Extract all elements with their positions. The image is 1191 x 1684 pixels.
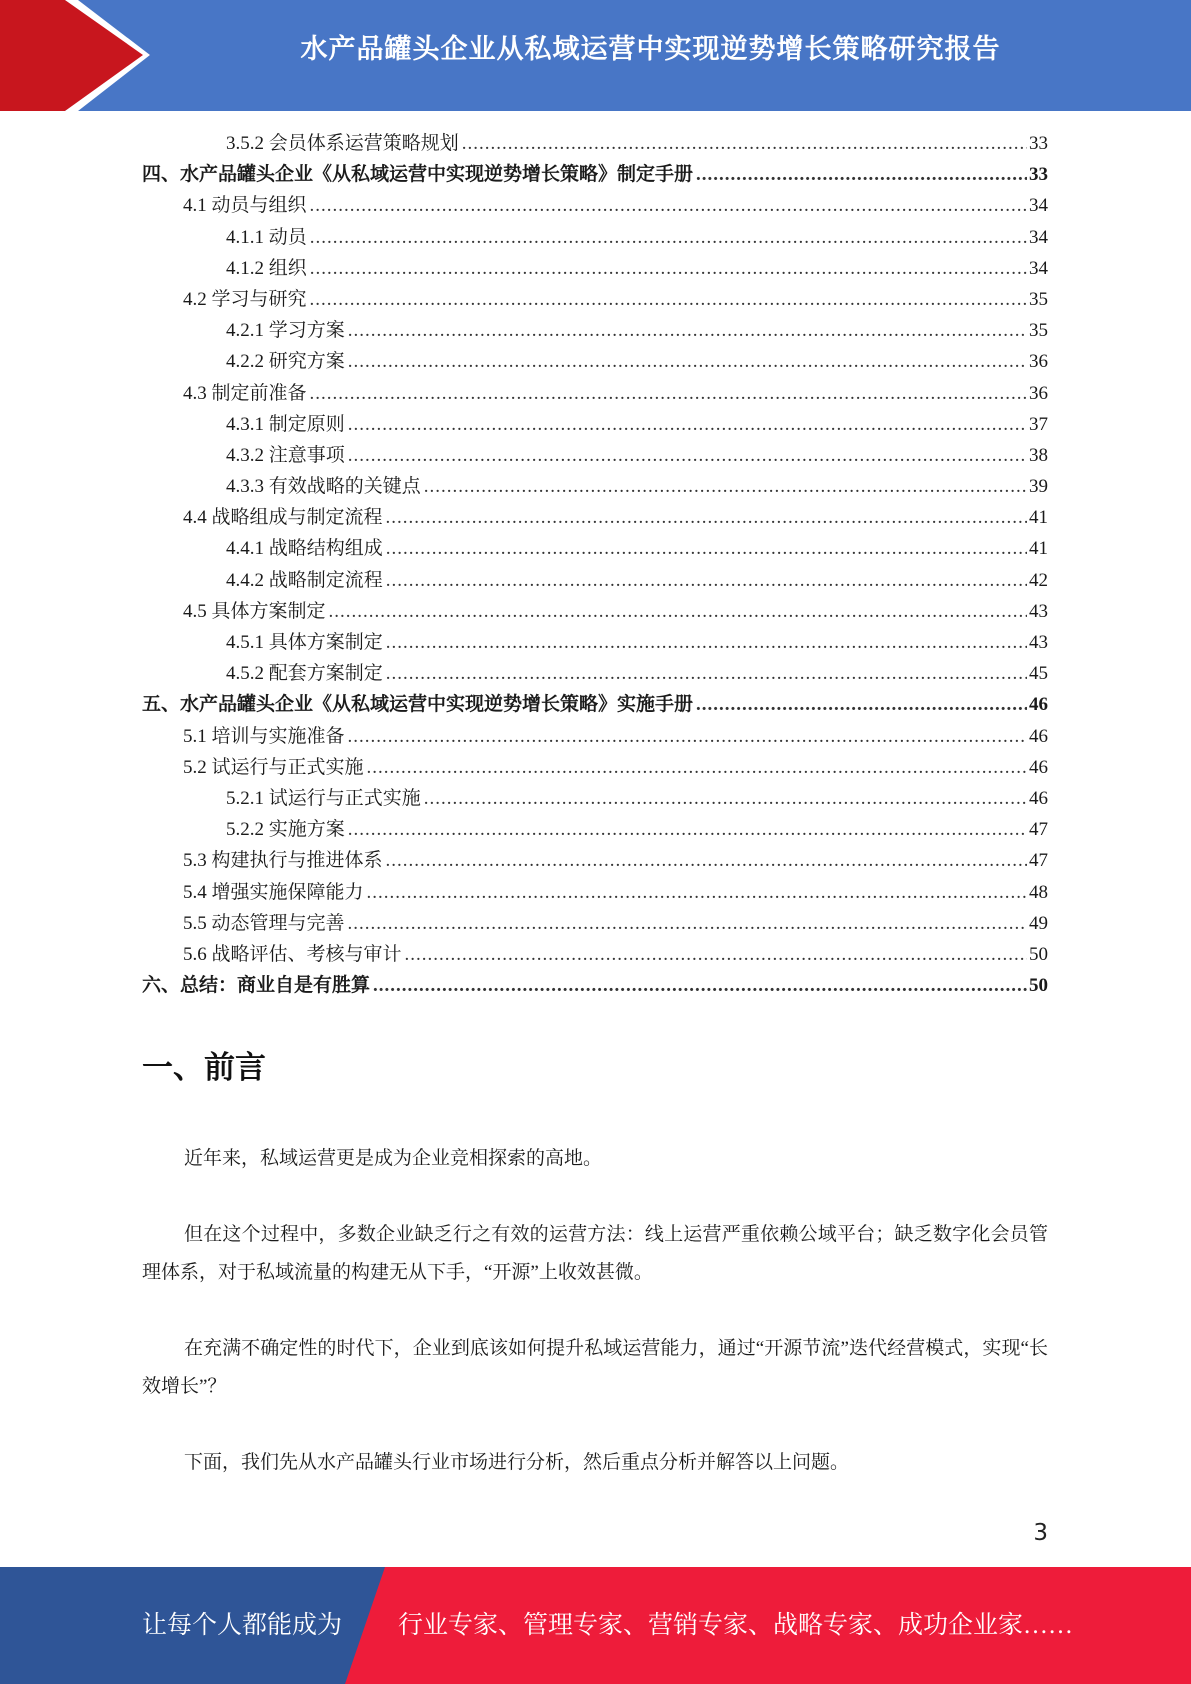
toc-entry-page: 36	[1029, 351, 1048, 373]
toc-entry[interactable]	[142, 721, 1048, 752]
toc-entry-page: 43	[1029, 600, 1048, 622]
toc-leader-dots	[386, 507, 1027, 529]
report-title: 水产品罐头企业从私域运营中实现逆势增长策略研究报告	[300, 34, 1001, 65]
footer-slogan-left: 让每个人都能成为	[142, 1612, 343, 1639]
toc-entry[interactable]	[142, 689, 1048, 720]
page-header	[0, 0, 1191, 111]
toc-leader-dots	[348, 726, 1027, 748]
toc-leader-dots	[424, 476, 1027, 498]
toc-entry-page: 36	[1029, 382, 1048, 404]
toc-entry-page: 50	[1029, 943, 1048, 965]
toc-entry[interactable]	[142, 502, 1048, 533]
toc-entry[interactable]	[142, 970, 1048, 1001]
toc-entry-page: 35	[1029, 288, 1048, 310]
toc-entry-page: 47	[1029, 850, 1048, 872]
toc-entry-page: 37	[1029, 413, 1048, 435]
paragraph-1: 近年来，私域运营更是成为企业竞相探索的高地。	[184, 1148, 603, 1169]
toc-entry[interactable]	[142, 222, 1048, 253]
toc-entry-page: 39	[1029, 476, 1048, 498]
toc-leader-dots	[386, 850, 1027, 872]
toc-entry-page: 34	[1029, 226, 1048, 248]
toc-entry-page: 34	[1029, 257, 1048, 279]
toc-leader-dots	[348, 913, 1027, 935]
toc-entry-title: 5.3 构建执行与推进体系	[183, 850, 383, 872]
toc-entry-title: 5.2.2 实施方案	[226, 819, 345, 841]
toc-entry[interactable]	[142, 128, 1048, 159]
toc-entry[interactable]	[142, 533, 1048, 564]
toc-leader-dots	[348, 414, 1027, 436]
toc-leader-dots	[329, 601, 1027, 623]
toc-entry[interactable]	[142, 315, 1048, 346]
toc-entry-page: 49	[1029, 912, 1048, 934]
toc-leader-dots	[373, 975, 1027, 997]
toc-entry[interactable]	[142, 814, 1048, 845]
toc-entry-title: 4.2 学习与研究	[183, 288, 307, 310]
toc-leader-dots	[696, 694, 1027, 716]
toc-leader-dots	[348, 445, 1027, 467]
toc-entry[interactable]	[142, 409, 1048, 440]
toc-entry-title: 4.2.1 学习方案	[226, 320, 345, 342]
toc-leader-dots	[462, 133, 1027, 155]
toc-entry-title: 4.3 制定前准备	[183, 382, 307, 404]
toc-entry-page: 43	[1029, 632, 1048, 653]
toc-entry-title: 4.3.3 有效战略的关键点	[226, 476, 421, 498]
toc-entry-page: 38	[1029, 444, 1048, 466]
page-footer	[0, 1567, 1191, 1684]
toc-entry[interactable]	[142, 253, 1048, 284]
toc-entry[interactable]	[142, 939, 1048, 970]
toc-entry[interactable]	[142, 845, 1048, 876]
toc-entry[interactable]	[142, 752, 1048, 783]
toc-entry[interactable]	[142, 378, 1048, 409]
toc-entry-title: 4.3.1 制定原则	[226, 413, 345, 435]
toc-entry-page: 42	[1029, 569, 1048, 591]
toc-entry-title: 5.2 试运行与正式实施	[183, 756, 364, 778]
toc-leader-dots	[367, 882, 1027, 904]
toc-entry-title: 六、总结：商业自是有胜算	[142, 975, 371, 997]
toc-entry[interactable]	[142, 877, 1048, 908]
toc-leader-dots	[405, 944, 1027, 966]
footer-slogan-right: 行业专家、管理专家、营销专家、战略专家、成功企业家……	[398, 1612, 1074, 1639]
toc-entry-title: 4.4.1 战略结构组成	[226, 538, 383, 560]
toc-entry-title: 4.2.2 研究方案	[226, 351, 345, 373]
toc-entry-title: 4.1 动员与组织	[183, 195, 307, 217]
toc-leader-dots	[386, 663, 1027, 685]
toc-entry-page: 41	[1029, 538, 1048, 560]
toc-entry-title: 5.1 培训与实施准备	[183, 725, 345, 747]
section-heading: 一、前言	[142, 1050, 266, 1086]
toc-entry-page: 50	[1029, 975, 1048, 997]
toc-entry-page: 33	[1029, 164, 1048, 186]
toc-leader-dots	[310, 195, 1027, 217]
paragraph-2: 但在这个过程中，多数企业缺乏行之有效的运营方法：线上运营严重依赖公域平台；缺乏数字化会员管理体系，对于私域流量的构建无从下手，“开源”上收效甚微。	[142, 1224, 1048, 1283]
toc-entry[interactable]	[142, 658, 1048, 689]
toc-leader-dots	[386, 632, 1027, 654]
toc-entry[interactable]	[142, 471, 1048, 502]
toc-entry-title: 5.4 增强实施保障能力	[183, 881, 364, 903]
toc-leader-dots	[310, 227, 1027, 249]
toc-leader-dots	[424, 788, 1027, 810]
toc-entry[interactable]	[142, 159, 1048, 190]
toc-leader-dots	[310, 258, 1027, 280]
paragraph-3: 在充满不确定性的时代下，企业到底该如何提升私域运营能力，通过“开源节流”迭代经营模式，实现“长效增长”？	[142, 1338, 1048, 1397]
toc-entry-page: 33	[1029, 133, 1048, 154]
toc-leader-dots	[696, 164, 1027, 186]
toc-entry-title: 5.5 动态管理与完善	[183, 912, 345, 934]
toc-entry-title: 5.2.1 试运行与正式实施	[226, 787, 421, 809]
toc-entry-title: 4.5.1 具体方案制定	[226, 632, 383, 653]
toc-entry-title: 5.6 战略评估、考核与审计	[183, 943, 402, 965]
paragraph-4: 下面，我们先从水产品罐头行业市场进行分析，然后重点分析并解答以上问题。	[184, 1452, 850, 1473]
toc-entry-page: 46	[1029, 694, 1048, 716]
toc-entry-title: 4.3.2 注意事项	[226, 444, 345, 466]
toc-entry-title: 4.5 具体方案制定	[183, 600, 326, 622]
page-number: 3	[1033, 1520, 1048, 1546]
table-of-contents	[142, 128, 1048, 1001]
toc-entry-page: 46	[1029, 756, 1048, 778]
toc-leader-dots	[310, 289, 1027, 311]
toc-entry[interactable]	[142, 783, 1048, 814]
toc-entry-page: 46	[1029, 787, 1048, 809]
toc-entry-title: 4.4 战略组成与制定流程	[183, 507, 383, 529]
toc-entry-title: 四、水产品罐头企业《从私域运营中实现逆势增长策略》制定手册	[142, 164, 694, 186]
toc-entry-title: 4.1.2 组织	[226, 257, 307, 279]
toc-leader-dots	[348, 819, 1027, 841]
toc-entry[interactable]	[142, 627, 1048, 658]
toc-entry-title: 4.1.1 动员	[226, 226, 307, 248]
toc-entry-page: 34	[1029, 195, 1048, 217]
toc-leader-dots	[348, 320, 1027, 342]
toc-entry-page: 45	[1029, 663, 1048, 685]
toc-entry[interactable]	[142, 440, 1048, 471]
toc-entry[interactable]	[142, 565, 1048, 596]
toc-entry-title: 4.4.2 战略制定流程	[226, 569, 383, 591]
toc-leader-dots	[310, 383, 1027, 405]
toc-entry-page: 48	[1029, 881, 1048, 903]
toc-entry-title: 4.5.2 配套方案制定	[226, 663, 383, 685]
toc-leader-dots	[386, 538, 1027, 560]
toc-entry-title: 3.5.2 会员体系运营策略规划	[226, 133, 459, 154]
toc-entry[interactable]	[142, 284, 1048, 315]
toc-entry-page: 41	[1029, 507, 1048, 529]
toc-entry-page: 47	[1029, 819, 1048, 841]
toc-entry[interactable]	[142, 596, 1048, 627]
toc-leader-dots	[386, 570, 1027, 592]
toc-leader-dots	[367, 757, 1027, 779]
toc-entry[interactable]	[142, 908, 1048, 939]
toc-entry[interactable]	[142, 190, 1048, 221]
toc-entry[interactable]	[142, 346, 1048, 377]
toc-entry-page: 46	[1029, 725, 1048, 747]
toc-entry-title: 五、水产品罐头企业《从私域运营中实现逆势增长策略》实施手册	[142, 694, 694, 716]
toc-leader-dots	[348, 351, 1027, 373]
toc-entry-page: 35	[1029, 320, 1048, 342]
